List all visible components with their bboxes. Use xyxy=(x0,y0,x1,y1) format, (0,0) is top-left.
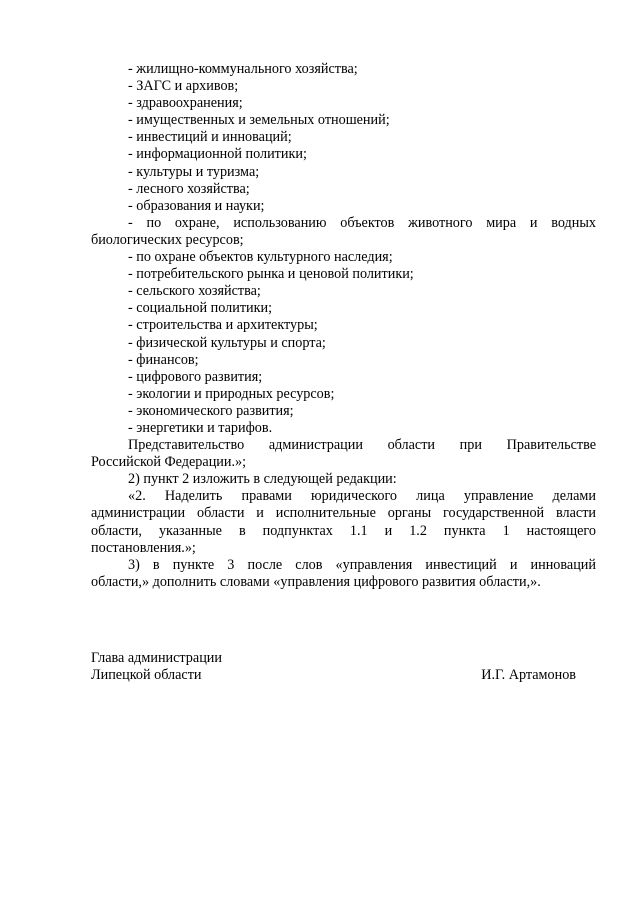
list-item-wildlife-line2: биологических ресурсов; xyxy=(91,231,244,248)
list-item: - экономического развития; xyxy=(128,402,294,419)
list-item: - физической культуры и спорта; xyxy=(128,334,326,351)
list-item: - информационной политики; xyxy=(128,146,307,163)
list-item: - здравоохранения; xyxy=(128,95,243,112)
list-item: - строительства и архитектуры; xyxy=(128,317,318,334)
list-item: - образования и науки; xyxy=(128,197,265,214)
list-item: - сельского хозяйства; xyxy=(128,283,261,300)
point3-line2: области,» дополнить словами «управления цифрового развития области,». xyxy=(91,573,541,590)
point2-text-line1: «2. Наделить правами юридического лица управление делами xyxy=(128,488,596,505)
list-item: - по охране объектов культурного наследия; xyxy=(128,249,393,266)
list-item: - цифрового развития; xyxy=(128,368,263,385)
signature-block xyxy=(91,650,576,684)
list-item: - жилищно-коммунального хозяйства; xyxy=(128,61,358,77)
list-item: - лесного хозяйства; xyxy=(128,180,250,197)
list-item: - ЗАГС и архивов; xyxy=(128,78,239,95)
point2-text-line2: администрации области и исполнительные органы государственной власти xyxy=(91,505,596,522)
point2-text-line3: области, указанные в подпунктах 1.1 и 1.2 пункта 1 настоящего xyxy=(91,522,596,539)
representation-line2: Российской Федерации.»; xyxy=(91,454,247,471)
list-item-wildlife-line1: - по охране, использованию объектов животного мира и водных xyxy=(128,214,596,231)
list-item: - инвестиций и инноваций; xyxy=(128,129,292,146)
point3-line1: 3) в пункте 3 после слов «управления инвестиций и инноваций xyxy=(128,556,596,573)
list-item: - социальной политики; xyxy=(128,300,273,317)
list-item: - экологии и природных ресурсов; xyxy=(128,385,335,402)
list-item: - энергетики и тарифов. xyxy=(128,419,273,436)
point2-intro: 2) пункт 2 изложить в следующей редакции: xyxy=(128,471,397,488)
signatory-name: И.Г. Артамонов xyxy=(481,667,576,684)
point2-text-line4: постановления.»; xyxy=(91,539,196,556)
signatory-title-line1: Глава администрации xyxy=(91,650,222,666)
list-item: - финансов; xyxy=(128,351,199,368)
list-item: - имущественных и земельных отношений; xyxy=(128,112,390,129)
signatory-title-line2: Липецкой области xyxy=(91,667,202,684)
list-item: - потребительского рынка и ценовой политики; xyxy=(128,266,414,283)
representation-line1: Представительство администрации области при Правительстве xyxy=(128,437,596,454)
list-item: - культуры и туризма; xyxy=(128,163,260,180)
document-body xyxy=(91,61,596,591)
